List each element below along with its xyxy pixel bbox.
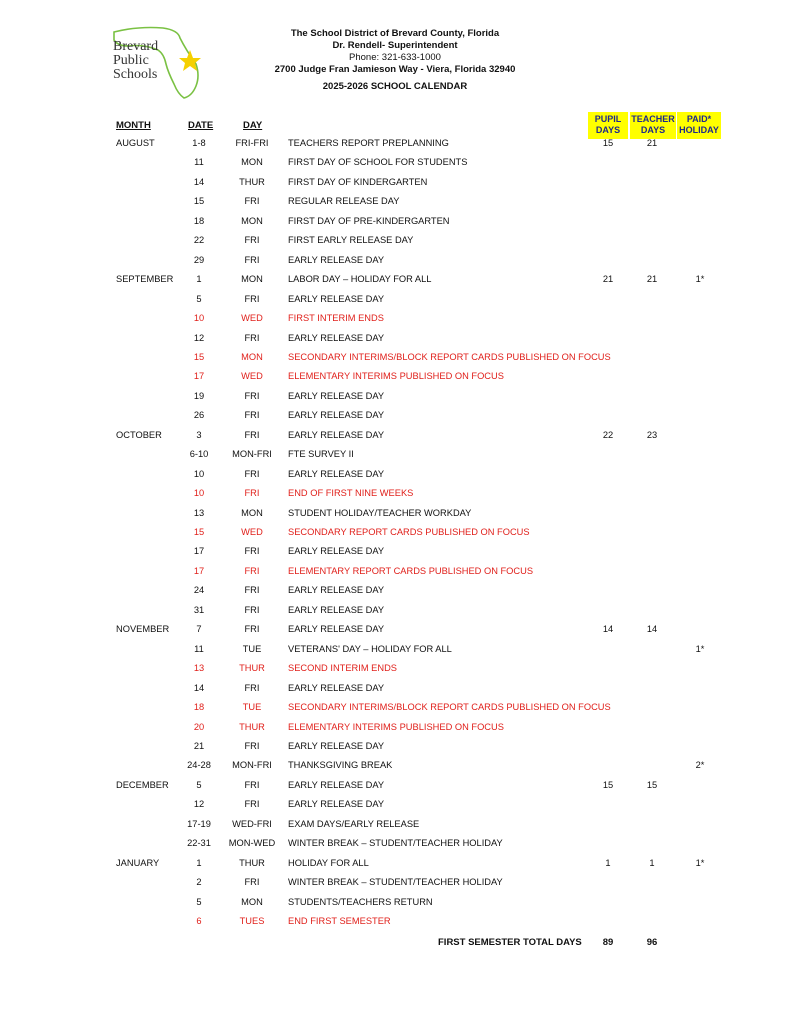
- event-cell: FIRST DAY OF PRE-KINDERGARTEN: [288, 215, 450, 226]
- event-cell: SECONDARY INTERIMS/BLOCK REPORT CARDS PUBLISHED ON FOCUS: [288, 351, 611, 362]
- total-pupil-days: 89: [602, 937, 614, 948]
- date-cell: 1: [196, 274, 202, 285]
- logo-line-2: Public: [113, 53, 149, 68]
- event-cell: WINTER BREAK – STUDENT/TEACHER HOLIDAY: [288, 838, 503, 849]
- logo-text: [113, 40, 158, 82]
- event-cell: LABOR DAY – HOLIDAY FOR ALL: [288, 274, 432, 285]
- day-cell: FRI: [244, 799, 260, 810]
- table-row: [0, 294, 791, 313]
- day-cell: FRI: [244, 565, 260, 576]
- date-cell: 22-31: [187, 838, 211, 849]
- day-cell: FRI: [244, 235, 260, 246]
- paid-holiday-cell: 1*: [695, 857, 705, 868]
- day-cell: FRI: [244, 682, 260, 693]
- event-cell: EARLY RELEASE DAY: [288, 468, 385, 479]
- table-row: [0, 722, 791, 741]
- pupil-days-cell: 14: [602, 624, 614, 635]
- date-cell: 18: [193, 702, 205, 713]
- date-cell: 3: [196, 429, 202, 440]
- table-row: [0, 799, 791, 818]
- day-cell: MON: [241, 507, 263, 518]
- table-row: [0, 157, 791, 176]
- date-cell: 10: [193, 468, 205, 479]
- date-cell: 12: [193, 799, 205, 810]
- date-cell: 24-28: [187, 760, 211, 771]
- teacher-days-cell: 21: [646, 274, 658, 285]
- table-row: [0, 410, 791, 429]
- table-row: [0, 177, 791, 196]
- pupil-days-cell: 15: [602, 779, 614, 790]
- pupil-days-cell: 22: [602, 429, 614, 440]
- date-cell: 10: [193, 488, 205, 499]
- day-cell: FRI: [244, 779, 260, 790]
- day-cell: FRI: [244, 332, 260, 343]
- table-row: [0, 469, 791, 488]
- teacher-days-cell: 14: [646, 624, 658, 635]
- day-cell: MON: [241, 274, 263, 285]
- date-cell: 7: [196, 624, 202, 635]
- column-header-pupil-days: [588, 112, 628, 139]
- table-row: [0, 333, 791, 352]
- day-cell: FRI: [244, 390, 260, 401]
- event-cell: SECOND INTERIM ENDS: [288, 663, 397, 674]
- date-cell: 13: [193, 663, 205, 674]
- date-cell: 21: [193, 740, 205, 751]
- total-label: FIRST SEMESTER TOTAL DAYS: [438, 937, 582, 948]
- event-cell: FIRST DAY OF SCHOOL FOR STUDENTS: [288, 157, 468, 168]
- day-cell: MON: [241, 215, 263, 226]
- date-cell: 11: [194, 643, 204, 654]
- teacher-days-cell: 21: [646, 138, 658, 148]
- day-cell: FRI: [244, 585, 260, 596]
- date-cell: 19: [193, 390, 205, 401]
- day-cell: FRI-FRI: [235, 138, 269, 148]
- date-cell: 29: [193, 254, 205, 265]
- event-cell: EARLY RELEASE DAY: [288, 293, 385, 304]
- table-row: [0, 702, 791, 721]
- table-row: [0, 216, 791, 235]
- event-cell: ELEMENTARY INTERIMS PUBLISHED ON FOCUS: [288, 371, 504, 382]
- column-header-paid-holiday: [677, 112, 721, 139]
- event-cell: ELEMENTARY INTERIMS PUBLISHED ON FOCUS: [288, 721, 504, 732]
- day-cell: THUR: [239, 176, 265, 187]
- date-cell: 5: [196, 293, 202, 304]
- table-row: [0, 605, 791, 624]
- date-cell: 15: [193, 196, 205, 207]
- pupil-header-line-2: DAYS: [595, 125, 621, 135]
- date-cell: 6: [196, 916, 202, 926]
- event-cell: EARLY RELEASE DAY: [288, 585, 385, 596]
- day-cell: THUR: [239, 663, 265, 674]
- day-cell: THUR: [239, 857, 265, 868]
- event-cell: EARLY RELEASE DAY: [288, 410, 385, 421]
- day-cell: TUES: [239, 916, 265, 926]
- column-header-month: MONTH: [116, 120, 151, 131]
- day-cell: FRI: [244, 740, 260, 751]
- table-row: [0, 624, 791, 643]
- day-cell: MON: [241, 157, 263, 168]
- day-cell: FRI: [244, 877, 260, 888]
- day-cell: THUR: [239, 721, 265, 732]
- table-row: [0, 780, 791, 799]
- column-header-day: DAY: [243, 120, 263, 131]
- event-cell: EARLY RELEASE DAY: [288, 604, 385, 615]
- day-cell: FRI: [244, 546, 260, 557]
- event-cell: TEACHERS REPORT PREPLANNING: [288, 138, 449, 148]
- date-cell: 14: [193, 176, 205, 187]
- table-row: [0, 488, 791, 507]
- day-cell: FRI: [244, 604, 260, 615]
- superintendent: Dr. Rendell- Superintendent: [332, 40, 458, 51]
- event-cell: EARLY RELEASE DAY: [288, 740, 385, 751]
- day-cell: MON-FRI: [232, 449, 272, 460]
- pupil-header-line-1: PUPIL: [594, 114, 622, 124]
- month-cell: DECEMBER: [116, 779, 169, 790]
- pupil-days-cell: 21: [602, 274, 614, 285]
- date-cell: 15: [193, 351, 205, 362]
- date-cell: 26: [193, 410, 205, 421]
- event-cell: STUDENT HOLIDAY/TEACHER WORKDAY: [288, 507, 472, 518]
- table-row: [0, 644, 791, 663]
- event-cell: REGULAR RELEASE DAY: [288, 196, 400, 207]
- pupil-days-cell: 1: [605, 857, 611, 868]
- event-cell: EARLY RELEASE DAY: [288, 390, 385, 401]
- column-header-date: DATE: [188, 120, 214, 131]
- teacher-days-cell: 23: [646, 429, 658, 440]
- table-row: [0, 838, 791, 857]
- district-name: The School District of Brevard County, Florida: [290, 28, 500, 39]
- event-cell: SECONDARY INTERIMS/BLOCK REPORT CARDS PUBLISHED ON FOCUS: [288, 702, 611, 713]
- day-cell: FRI: [244, 429, 260, 440]
- month-cell: JANUARY: [116, 857, 160, 868]
- paid-holiday-cell: 1*: [695, 643, 705, 654]
- date-cell: 13: [193, 507, 205, 518]
- district-header: [230, 28, 560, 93]
- day-cell: FRI: [244, 293, 260, 304]
- table-row: [0, 138, 791, 157]
- date-cell: 11: [194, 157, 204, 168]
- table-row: [0, 274, 791, 293]
- table-row: [0, 585, 791, 604]
- event-cell: EARLY RELEASE DAY: [288, 779, 385, 790]
- event-cell: EARLY RELEASE DAY: [288, 624, 385, 635]
- table-row: [0, 527, 791, 546]
- month-cell: AUGUST: [116, 138, 155, 148]
- table-row: [0, 566, 791, 585]
- event-cell: HOLIDAY FOR ALL: [288, 857, 369, 868]
- date-cell: 17: [193, 565, 205, 576]
- event-cell: FIRST INTERIM ENDS: [288, 313, 384, 324]
- date-cell: 14: [193, 682, 205, 693]
- event-cell: WINTER BREAK – STUDENT/TEACHER HOLIDAY: [288, 877, 503, 888]
- teacher-header-line-1: TEACHER: [631, 114, 675, 124]
- date-cell: 20: [193, 721, 205, 732]
- date-cell: 1-8: [192, 138, 206, 148]
- day-cell: FRI: [244, 196, 260, 207]
- table-row: [0, 430, 791, 449]
- day-cell: WED-FRI: [232, 818, 272, 829]
- day-cell: FRI: [244, 254, 260, 265]
- event-cell: FIRST EARLY RELEASE DAY: [288, 235, 414, 246]
- date-cell: 24: [193, 585, 205, 596]
- date-cell: 17: [193, 371, 205, 382]
- logo-line-1: Brevard: [113, 39, 159, 54]
- event-cell: EARLY RELEASE DAY: [288, 429, 385, 440]
- event-cell: FTE SURVEY II: [288, 449, 354, 460]
- month-cell: NOVEMBER: [116, 624, 170, 635]
- table-row: [0, 546, 791, 565]
- calendar-title: 2025-2026 SCHOOL CALENDAR: [322, 81, 468, 92]
- date-cell: 2: [196, 877, 202, 888]
- month-cell: OCTOBER: [116, 429, 162, 440]
- date-cell: 31: [193, 604, 205, 615]
- table-row: [0, 352, 791, 371]
- table-row: [0, 196, 791, 215]
- teacher-days-cell: 1: [649, 857, 655, 868]
- day-cell: FRI: [244, 468, 260, 479]
- table-row: [0, 858, 791, 877]
- table-row: [0, 819, 791, 838]
- day-cell: WED: [241, 527, 263, 537]
- teacher-days-cell: 15: [646, 779, 658, 790]
- event-cell: VETERANS' DAY – HOLIDAY FOR ALL: [288, 643, 452, 654]
- event-cell: EARLY RELEASE DAY: [288, 546, 385, 557]
- table-row: [0, 391, 791, 410]
- event-cell: SECONDARY REPORT CARDS PUBLISHED ON FOCUS: [288, 527, 530, 537]
- table-row: [0, 897, 791, 916]
- table-row: [0, 371, 791, 390]
- paid-header-line-1: PAID*: [686, 114, 712, 124]
- date-cell: 5: [196, 896, 202, 907]
- day-cell: WED: [241, 313, 263, 324]
- table-row: [0, 741, 791, 760]
- date-cell: 6-10: [189, 449, 209, 460]
- logo-line-3: Schools: [113, 67, 158, 82]
- date-cell: 22: [193, 235, 205, 246]
- table-row: [0, 449, 791, 468]
- paid-holiday-cell: 2*: [695, 760, 705, 771]
- table-row: [0, 235, 791, 254]
- column-header-teacher-days: [630, 112, 676, 139]
- event-cell: FIRST DAY OF KINDERGARTEN: [288, 176, 428, 187]
- event-cell: STUDENTS/TEACHERS RETURN: [288, 896, 433, 907]
- day-cell: TUE: [242, 643, 262, 654]
- event-cell: EARLY RELEASE DAY: [288, 254, 385, 265]
- event-cell: END OF FIRST NINE WEEKS: [288, 488, 414, 499]
- event-cell: ELEMENTARY REPORT CARDS PUBLISHED ON FOCUS: [288, 565, 534, 576]
- day-cell: FRI: [244, 624, 260, 635]
- paid-holiday-cell: 1*: [695, 274, 705, 285]
- table-row: [0, 255, 791, 274]
- pupil-days-cell: 15: [602, 138, 614, 148]
- day-cell: MON-FRI: [232, 760, 272, 771]
- total-teacher-days: 96: [646, 937, 658, 948]
- table-row: [0, 508, 791, 527]
- event-cell: EXAM DAYS/EARLY RELEASE: [288, 818, 420, 829]
- date-cell: 12: [193, 332, 205, 343]
- event-cell: THANKSGIVING BREAK: [288, 760, 393, 771]
- table-row: [0, 916, 791, 935]
- table-row: [0, 877, 791, 896]
- day-cell: FRI: [244, 488, 260, 499]
- phone: Phone: 321-633-1000: [349, 52, 441, 63]
- table-row: [0, 313, 791, 332]
- date-cell: 10: [193, 313, 205, 324]
- date-cell: 17: [193, 546, 205, 557]
- date-cell: 18: [193, 215, 205, 226]
- month-cell: SEPTEMBER: [116, 274, 174, 285]
- day-cell: MON-WED: [228, 838, 276, 849]
- table-row: [0, 663, 791, 682]
- day-cell: MON: [241, 896, 263, 907]
- date-cell: 5: [196, 779, 202, 790]
- paid-header-line-2: HOLIDAY: [679, 125, 719, 135]
- event-cell: EARLY RELEASE DAY: [288, 682, 385, 693]
- date-cell: 17-19: [187, 818, 211, 829]
- day-cell: MON: [241, 351, 263, 362]
- table-row: [0, 683, 791, 702]
- date-cell: 1: [196, 857, 202, 868]
- date-cell: 15: [193, 527, 205, 537]
- day-cell: TUE: [242, 702, 262, 713]
- event-cell: EARLY RELEASE DAY: [288, 799, 385, 810]
- table-row: [0, 760, 791, 779]
- day-cell: FRI: [244, 410, 260, 421]
- address: 2700 Judge Fran Jamieson Way - Viera, Florida 32940: [274, 64, 516, 75]
- teacher-header-line-2: DAYS: [640, 125, 666, 135]
- event-cell: END FIRST SEMESTER: [288, 916, 391, 926]
- event-cell: EARLY RELEASE DAY: [288, 332, 385, 343]
- day-cell: WED: [241, 371, 263, 382]
